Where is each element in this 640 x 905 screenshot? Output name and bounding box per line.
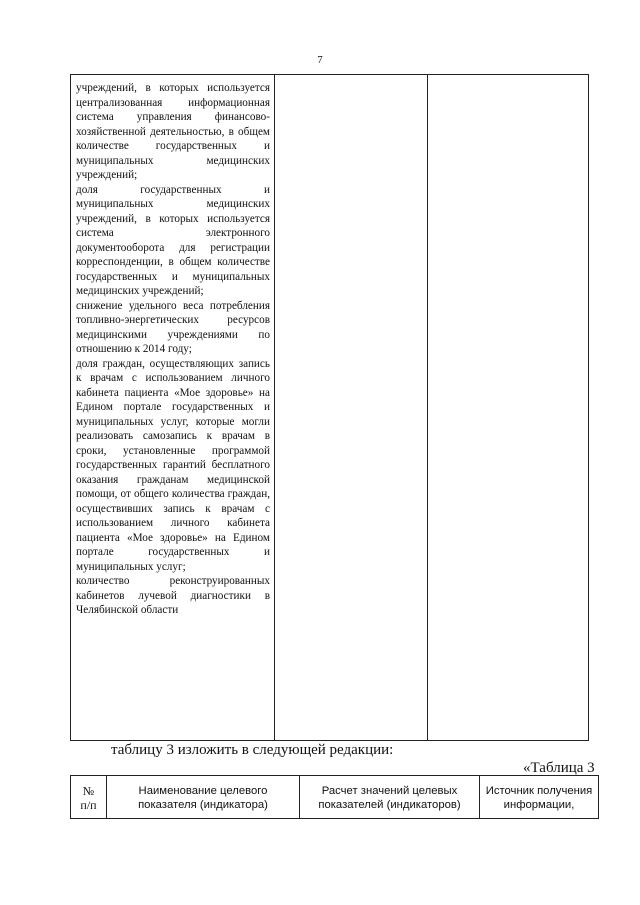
table-caption: «Таблица 3 xyxy=(523,760,595,776)
header-cell-number xyxy=(71,776,107,818)
indicator-paragraph: доля граждан, осуществляющих запись к врачам с использованием личного кабинета пациента «Мое здоровье» на Едином портале государственных и муниципальных услуг, которые могли реализовать самозапись к врачам в сроки, установленные программой государственных гарантий бесплатного оказания гражданам медицинской помощи, от общего количества граждан, осуществивших запись к врачам с использованием личного кабинета пациента «Мое здоровье» на Едином портале государственных и муниципальных услуг; xyxy=(76,357,270,573)
header-line: Наименование целевого xyxy=(138,785,268,797)
header-cell-calculation xyxy=(300,776,480,818)
header-cell-source xyxy=(480,776,598,818)
header-line: Источник получения xyxy=(485,785,593,797)
header-line: показателей (индикаторов) xyxy=(318,799,461,811)
column-divider xyxy=(274,74,275,741)
page-number: 7 xyxy=(317,54,323,66)
indicator-cell xyxy=(76,81,270,618)
header-cell-name xyxy=(107,776,300,818)
instruction-text: таблицу 3 изложить в следующей редакции: xyxy=(111,742,394,758)
indicator-table xyxy=(70,74,589,741)
header-line: п/п xyxy=(80,798,97,812)
header-line: показателя (индикатора) xyxy=(138,799,268,811)
header-line: Расчет значений целевых xyxy=(321,785,458,797)
indicator-paragraph: доля государственных и муниципальных медицинских учреждений, в которых используется система электронного документооборота для регистрации корреспонденции, в общем количестве государственных и муниципальных медицинских учреждений; xyxy=(76,183,270,297)
table3-header xyxy=(70,775,599,819)
indicator-paragraph: учреждений, в которых используется централизованная информационная система управления финансово-хозяйственной деятельностью, в общем количестве государственных и муниципальных медицинских учреждений; xyxy=(76,82,270,181)
header-line: информации, xyxy=(503,799,575,811)
column-divider xyxy=(427,74,428,741)
indicator-paragraph: количество реконструированных кабинетов лучевой диагностики в Челябинской области xyxy=(76,575,270,616)
header-line: № xyxy=(82,784,95,798)
indicator-paragraph: снижение удельного веса потребления топливно-энергетических ресурсов медицинскими учреждениями по отношению к 2014 году; xyxy=(76,299,270,355)
